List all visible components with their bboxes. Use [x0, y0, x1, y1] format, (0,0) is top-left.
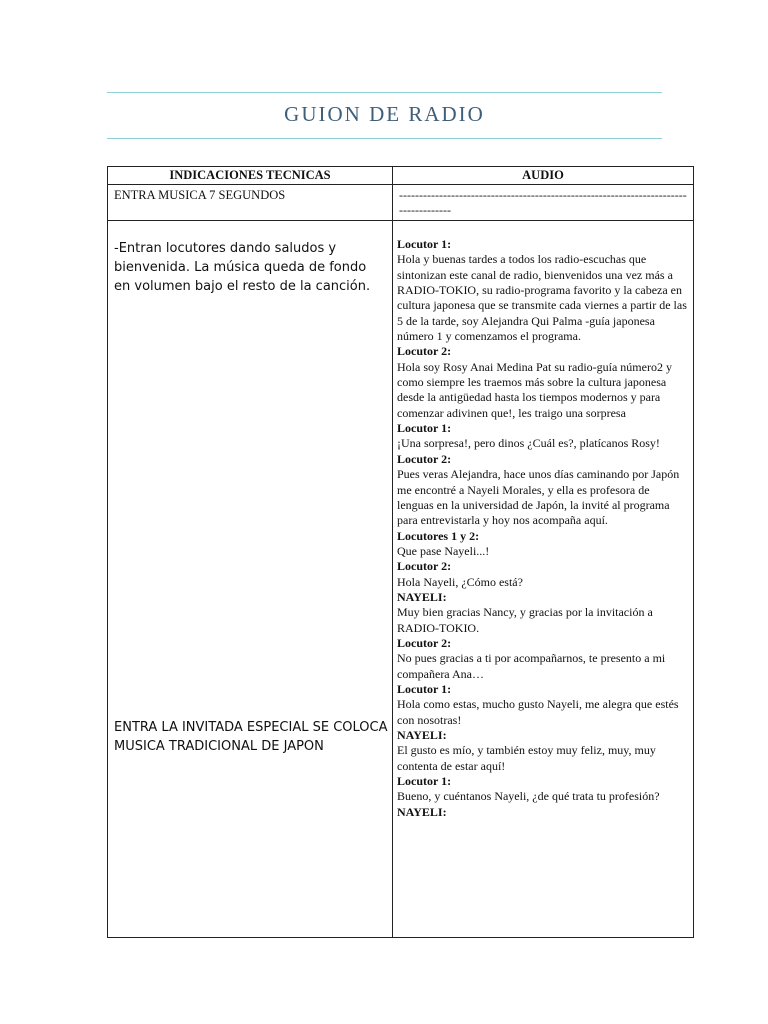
- dialogue-text: Hola como estas, mucho gusto Nayeli, me alegra que estés con nosotras!: [397, 697, 679, 727]
- technical-cell-main: [108, 221, 393, 938]
- table-row: [108, 185, 694, 221]
- speaker-label: Locutor 2:: [397, 344, 452, 359]
- audio-cell-dialogue: [393, 221, 694, 938]
- page-title: GUION DE RADIO: [284, 102, 485, 126]
- speaker-label: Locutor 2:: [397, 635, 452, 650]
- speaker-label: Locutor 2:: [397, 451, 452, 466]
- table-header-row: [108, 167, 694, 185]
- table-row: [108, 221, 694, 938]
- dialogue-text: Bueno, y cuéntanos Nayeli, ¿de qué trata tu profesión?: [397, 789, 660, 804]
- title-rule-bottom: [107, 138, 662, 139]
- dialogue-text: Hola soy Rosy Anai Medina Pat su radio-guía número2 y como siempre les traemos más sobre la cultura japonesa desde la antigüedad hasta los tiempos modernos y para comenzar adivinen que!, les traigo una sorpresa: [397, 359, 672, 420]
- header-technical: INDICACIONES TECNICAS: [108, 167, 393, 185]
- speaker-label: Locutor 1:: [397, 681, 452, 696]
- dialogue-text: Hola Nayeli, ¿Cómo está?: [397, 574, 523, 589]
- dialogue-text: El gusto es mío, y también estoy muy feliz, muy, muy contenta de estar aquí!: [397, 743, 656, 773]
- dialogue-text: Muy bien gracias Nancy, y gracias por la invitación a RADIO-TOKIO.: [397, 605, 653, 635]
- technical-cell-intro: ENTRA MUSICA 7 SEGUNDOS: [108, 185, 393, 221]
- speaker-label: NAYELI:: [397, 804, 447, 819]
- speaker-label: NAYELI:: [397, 589, 447, 604]
- dialogue-text: Que pase Nayeli...!: [397, 543, 490, 558]
- speaker-label: Locutor 1:: [397, 421, 452, 436]
- speaker-label: NAYELI:: [397, 728, 447, 742]
- technical-note-greeting: -Entran locutores dando saludos y bienvenida. La música queda de fondo en volumen bajo el resto de la canción.: [114, 241, 371, 294]
- technical-note-guest: ENTRA LA INVITADA ESPECIAL SE COLOCA MUSICA TRADICIONAL DE JAPON: [114, 720, 388, 754]
- dialogue-text: No pues gracias a ti por acompañarnos, te presento a mi compañera Ana…: [397, 651, 666, 681]
- title-rule-top: [107, 92, 662, 93]
- speaker-label: Locutores 1 y 2:: [397, 528, 480, 543]
- speaker-label: Locutor 2:: [397, 559, 452, 574]
- speaker-label: Locutor 1:: [397, 774, 452, 789]
- audio-cell-intro: -------------------------------------------------------------------------------------: [393, 185, 694, 221]
- radio-script-table: [107, 166, 694, 938]
- header-audio: AUDIO: [393, 167, 694, 185]
- speaker-label: Locutor 1:: [397, 237, 452, 251]
- dialogue-text: Pues veras Alejandra, hace unos días caminando por Japón me encontré a Nayeli Morales, y ella es profesora de lenguas en la universidad de Japón, la invité al programa para entrevistarla y hoy nos acompaña aquí.: [397, 467, 680, 528]
- dialogue-text: Hola y buenas tardes a todos los radio-escuchas que sintonizan este canal de radio, bienvenidos una vez más a RADIO-TOKIO, su radio-programa favorito y la cabeza en cultura japonesa que se transmite cada viernes a partir de las 5 de la tarde, soy Alejandra Qui Palma -guía japonesa número 1 y comenzamos el programa.: [397, 252, 687, 344]
- dialogue-text: ¡Una sorpresa!, pero dinos ¿Cuál es?, platícanos Rosy!: [397, 436, 660, 451]
